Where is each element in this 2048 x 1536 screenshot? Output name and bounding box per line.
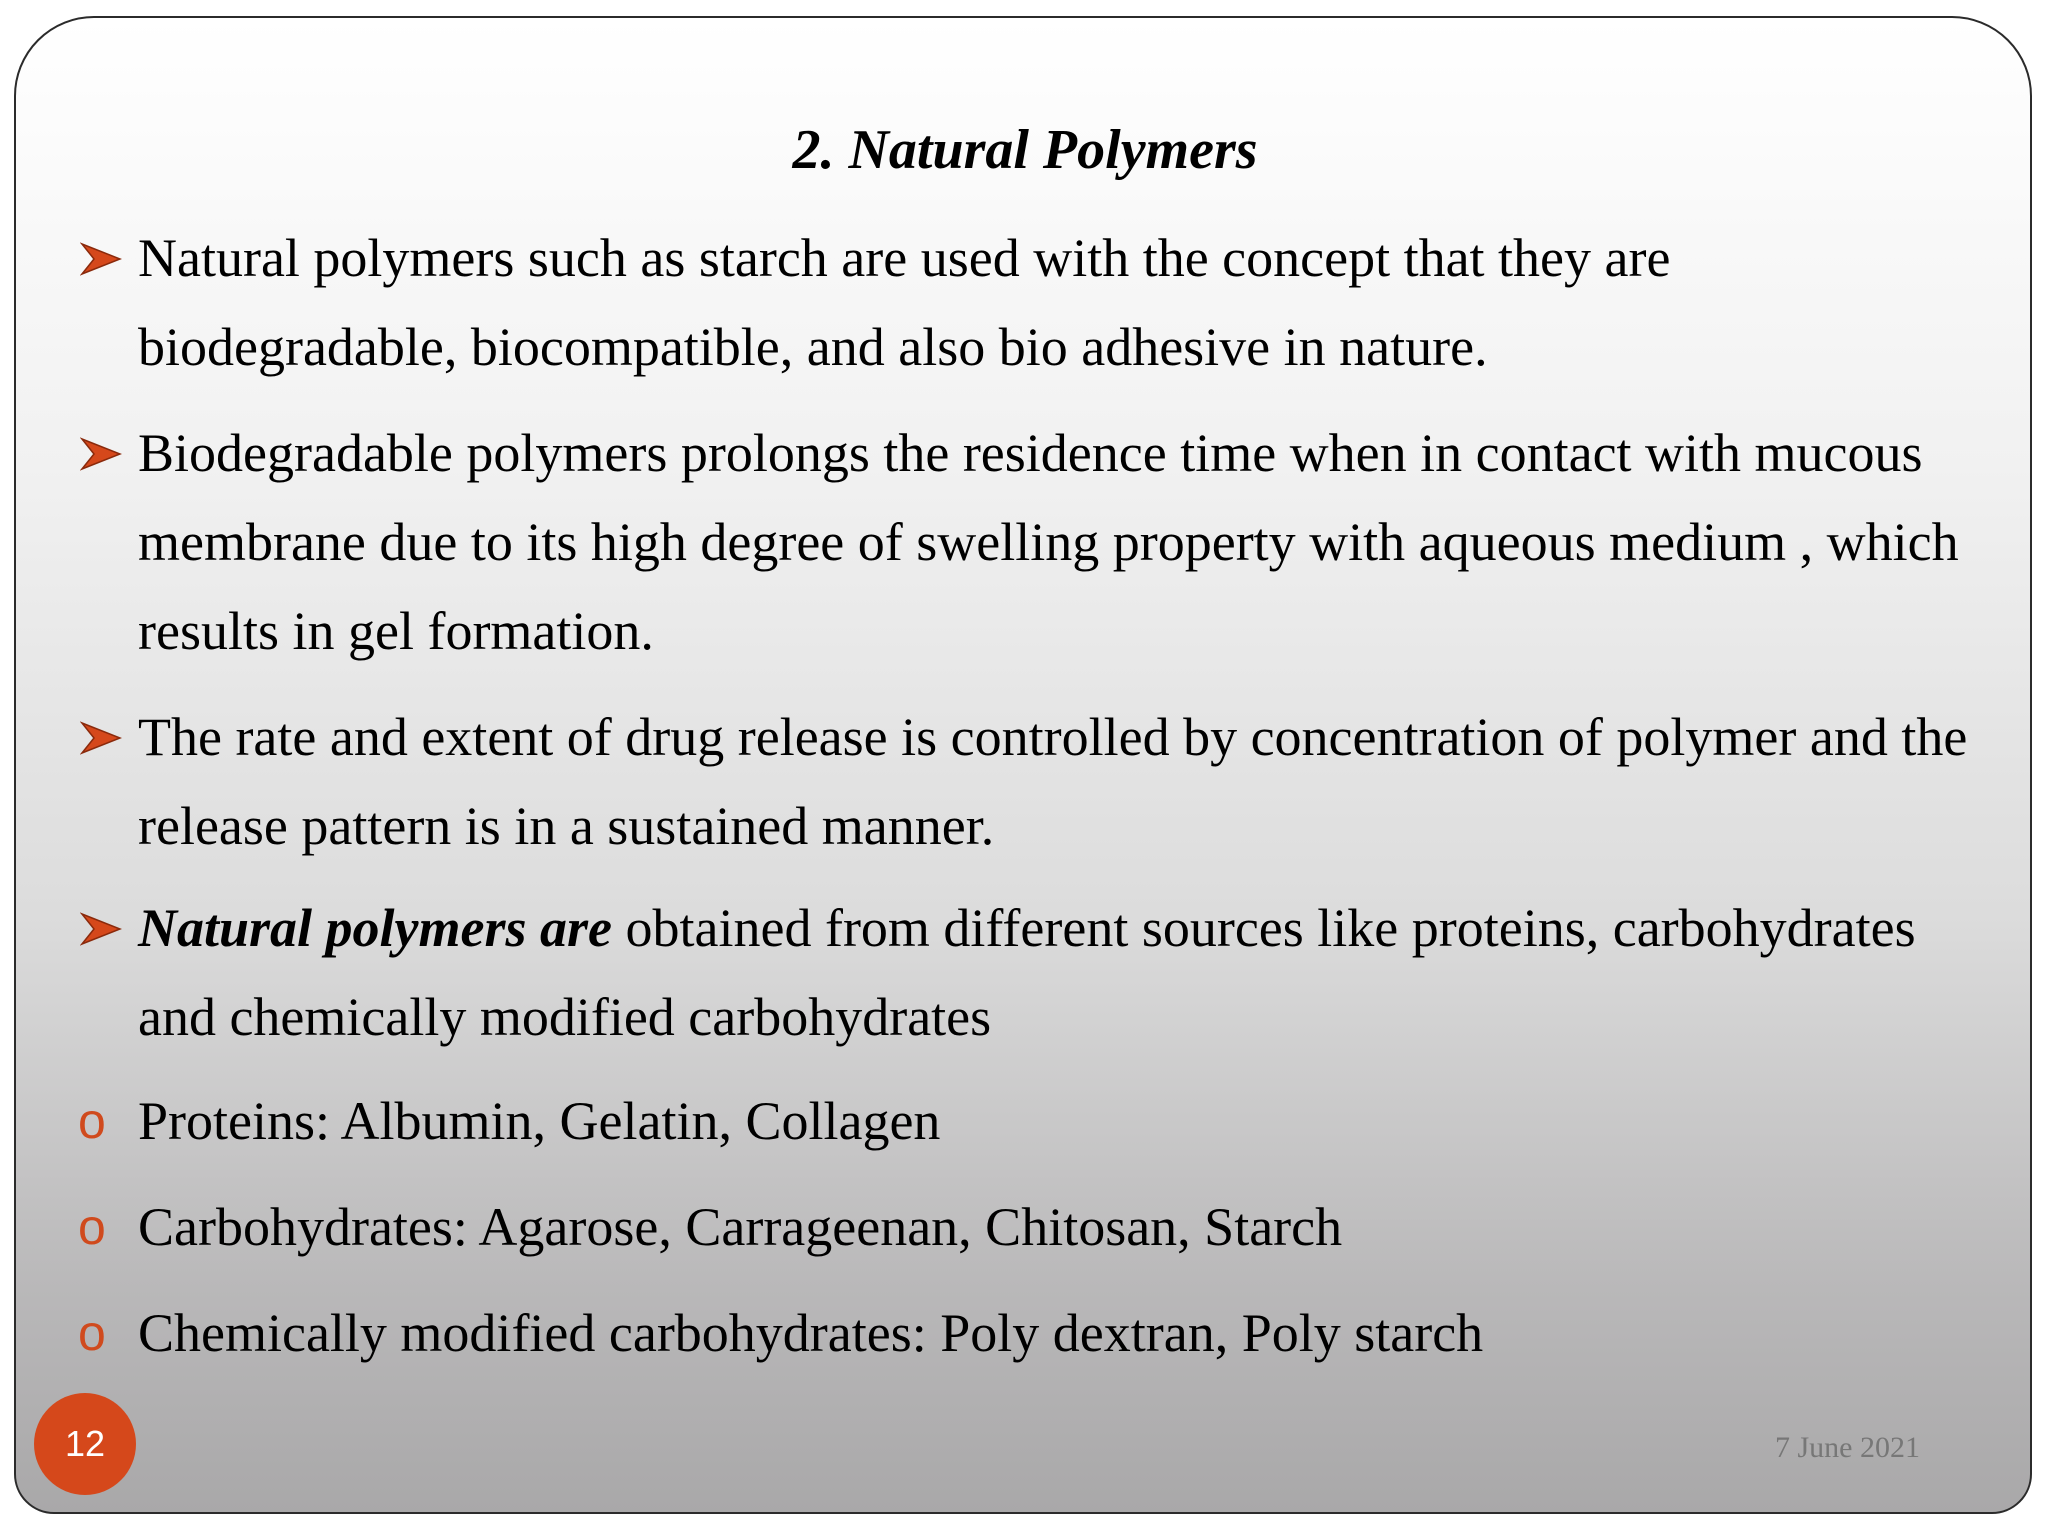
slide-content — [16, 18, 2032, 1514]
arrowhead-icon — [78, 693, 138, 782]
circle-bullet-icon: o — [78, 1305, 106, 1361]
bullet-text — [138, 884, 1978, 1062]
sub-bullet-text: Proteins: Albumin, Gelatin, Collagen — [138, 1091, 941, 1151]
sub-bullet-text: Carbohydrates: Agarose, Carrageenan, Chitosan, Starch — [138, 1197, 1343, 1257]
arrowhead-icon — [78, 409, 138, 498]
circle-bullet-icon: o — [78, 1093, 106, 1149]
slide-number-badge: 12 — [34, 1393, 136, 1495]
bullet-text-rest: obtained from different sources like proteins, carbohydrates and chemically modified carbohydrates — [138, 898, 1916, 1047]
arrowhead-icon — [78, 884, 138, 973]
slide-title: 2. Natural Polymers — [792, 119, 1258, 181]
circle-bullet-icon: o — [78, 1199, 106, 1255]
bullet-text: Biodegradable polymers prolongs the residence time when in contact with mucous membrane due to its high degree of swelling property with aqueous medium , which results in gel formation. — [138, 423, 1959, 661]
sub-bullet-text: Chemically modified carbohydrates: Poly dextran, Poly starch — [138, 1303, 1484, 1363]
slide-date: 7 June 2021 — [1775, 1431, 1920, 1464]
bullet-text: Natural polymers such as starch are used with the concept that they are biodegradable, biocompatible, and also bio adhesive in nature. — [138, 228, 1671, 377]
bullet-emphasis: Natural polymers are — [138, 898, 613, 958]
arrowhead-icon — [78, 214, 138, 303]
slide — [14, 16, 2032, 1514]
bullet-text: The rate and extent of drug release is controlled by concentration of polymer and the release pattern is in a sustained manner. — [138, 707, 1968, 856]
